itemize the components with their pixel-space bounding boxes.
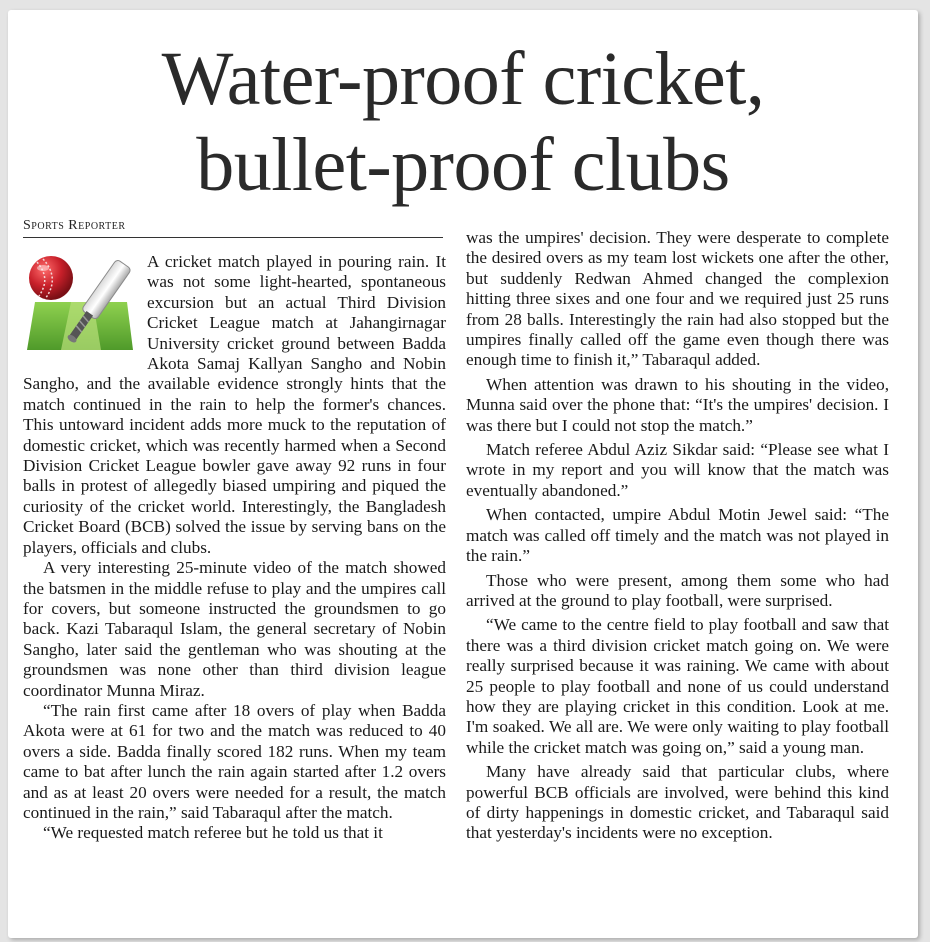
article-column-2 <box>466 228 889 844</box>
paragraph: “We requested match referee but he told us that it <box>43 823 383 843</box>
paragraph: When attention was drawn to his shouting in the video, Munna said over the phone that: “It's the umpires' decision. I was there but I could not stop the match.” <box>466 374 889 435</box>
paragraph: “We came to the centre field to play football and saw that there was a third division cricket match going on. We were really surprised because it was raining. We came with about 25 people to play football and none of us could understand how they are playing cricket in this condition. Look at me. I'm soaked. We all are. We were only waiting to play football while the cricket match was going on,” said a young man. <box>466 615 889 757</box>
paragraph: A cricket match played in pouring rain. It was not some light-hearted, spontaneous excursion but an actual Third Division Cricket League match at Jahangirnagar University cricket ground between Badda Akota Samaj Kallyan Sangho and Nobin Sangho, and the available evidence strongly hints that the match continued in the rain to help the former's chances. This untoward incident adds more muck to the reputation of domestic cricket, which was recently harmed when a Second Division Cricket League bowler gave away 92 runs in four balls in protest of allegedly biased umpiring and piqued the curiosity of the cricket world. Interestingly, the Bangladesh Cricket Board (BCB) solved the issue by serving bans on the players, officials and clubs. <box>23 252 446 557</box>
headline-line-1: Water-proof cricket, <box>161 37 765 121</box>
headline-line-2: bullet-proof clubs <box>196 123 730 207</box>
paragraph: Those who were present, among them some who had arrived at the ground to play football, were surprised. <box>466 570 889 610</box>
article-column-1 <box>23 252 446 844</box>
paragraph: was the umpires' decision. They were desperate to complete the desired overs as my team lost wickets one after the other, but suddenly Redwan Ahmed changed the complexion hitting three sixes and one four and we required just 25 runs from 28 balls. Interestingly the rain had also stopped but the umpires finally called off the game even though there was enough time to finish it,” Tabaraqul added. <box>466 228 889 370</box>
newspaper-clipping <box>8 10 918 938</box>
headline <box>18 36 908 208</box>
cricket-ball-bat-icon <box>23 252 139 358</box>
paragraph: “The rain first came after 18 overs of play when Badda Akota were at 61 for two and the match was reduced to 40 overs a side. Badda finally scored 182 runs. When my team came to bat after lunch the rain again started after 1.2 overs and as at least 20 overs were needed for a result, the match continued in the rain,” said Tabaraqul after the match. <box>23 700 446 822</box>
paragraph: Match referee Abdul Aziz Sikdar said: “Please see what I wrote in my report and you will know that the match was eventually abandoned.” <box>466 440 889 500</box>
paragraph: Many have already said that particular clubs, where powerful BCB officials are involved, were behind this kind of dirty happenings in domestic cricket, and Tabaraqul said that yesterday's incidents were no exception. <box>466 762 889 843</box>
paragraph: When contacted, umpire Abdul Motin Jewel said: “The match was called off timely and the match was not played in the rain.” <box>466 505 889 566</box>
paragraph: A very interesting 25-minute video of the match showed the batsmen in the middle refuse to play and the umpires call for covers, but someone instructed the groundsmen to go back. Kazi Tabaraqul Islam, the general secretary of Nobin Sangho, later said the gentleman who was shouting at the groundsmen was none other than third division league coordinator Munna Miraz. <box>23 558 446 700</box>
byline: Sports Reporter <box>23 218 443 238</box>
